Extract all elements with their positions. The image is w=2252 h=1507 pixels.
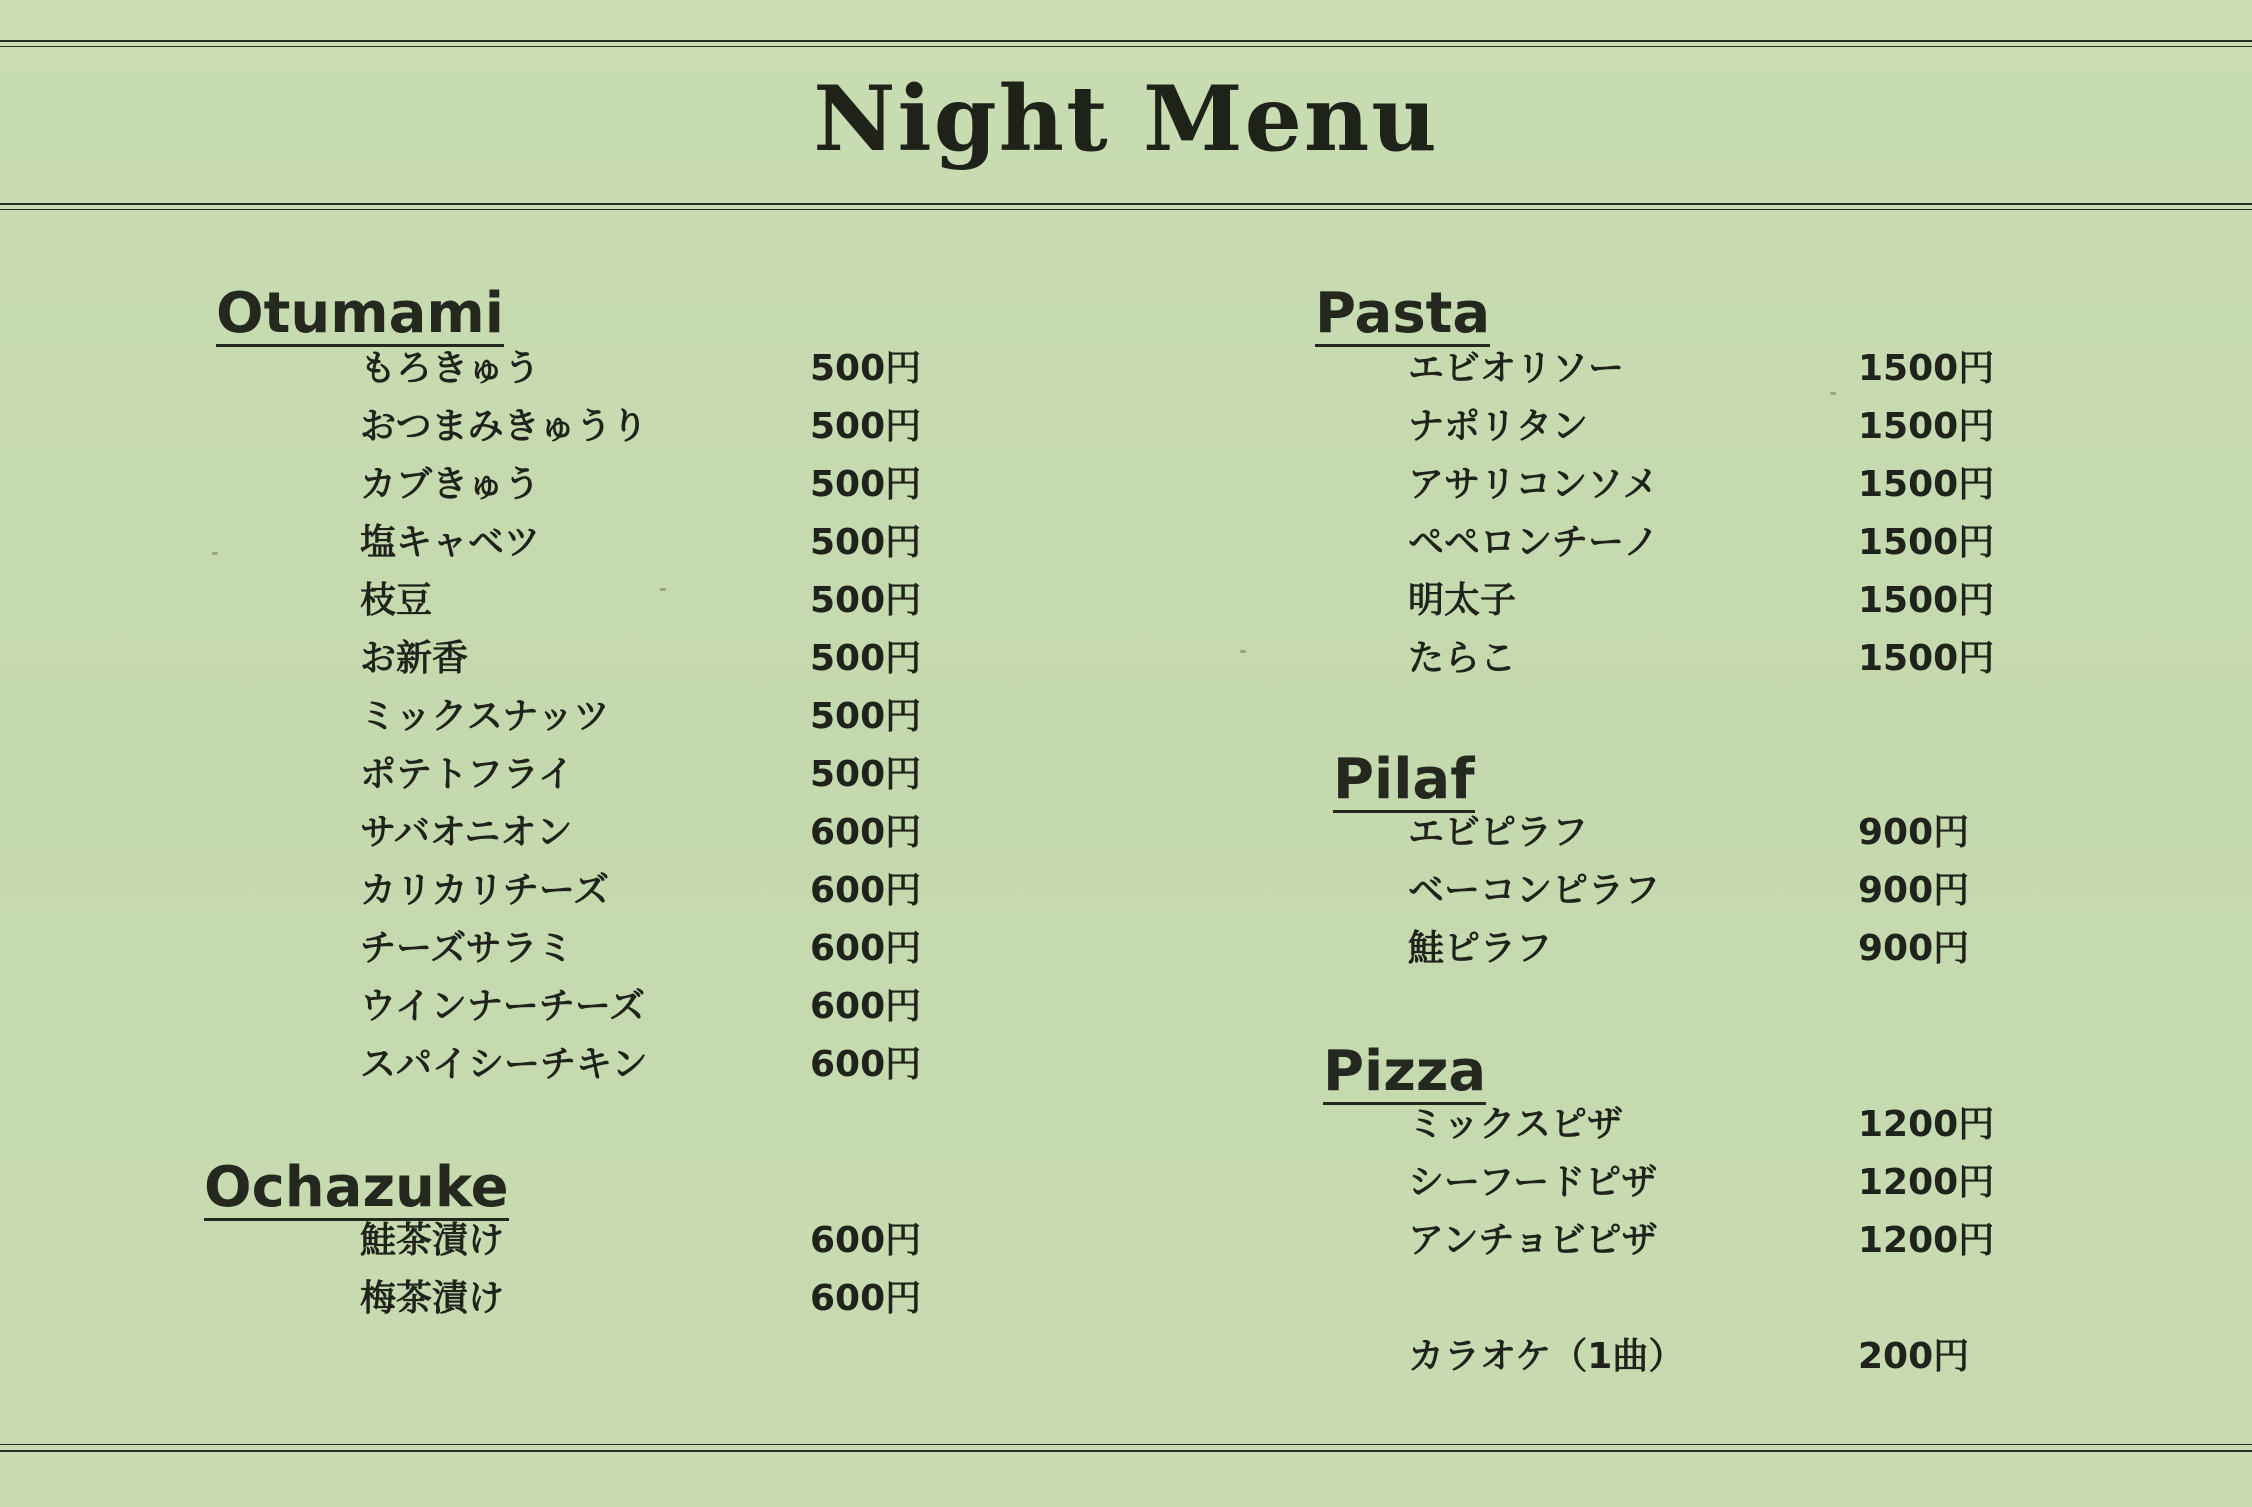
- item-name: ナポリタン: [1408, 406, 1589, 447]
- item-price: 600円: [810, 1220, 922, 1261]
- item-name: シーフードピザ: [1408, 1162, 1658, 1203]
- item-name: 枝豆: [360, 580, 433, 621]
- paper-speck: [1830, 392, 1836, 395]
- item-name: カブきゅう: [360, 464, 541, 505]
- top-rule: [0, 40, 2252, 42]
- item-name: お新香: [360, 638, 469, 679]
- item-price: 1500円: [1858, 580, 1995, 621]
- item-price: 600円: [810, 928, 922, 969]
- item-price: 500円: [810, 522, 922, 563]
- item-name: アンチョビピザ: [1408, 1220, 1658, 1261]
- item-name: ポテトフライ: [360, 754, 574, 795]
- section-heading-ochazuke: Ochazuke: [204, 1155, 509, 1220]
- item-name: アサリコンソメ: [1408, 464, 1659, 505]
- item-name: カリカリチーズ: [360, 870, 610, 911]
- item-price: 1200円: [1858, 1220, 1995, 1261]
- item-name: たらこ: [1408, 638, 1517, 679]
- section-heading-pasta: Pasta: [1315, 281, 1491, 346]
- item-price: 500円: [810, 754, 922, 795]
- item-name: 梅茶漬け: [360, 1278, 505, 1319]
- item-price: 600円: [810, 812, 922, 853]
- item-name: エビオリソー: [1408, 348, 1625, 389]
- item-name: ミックスナッツ: [360, 696, 610, 737]
- item-price: 600円: [810, 870, 922, 911]
- paper-speck: [1240, 650, 1246, 653]
- item-price: 600円: [810, 1278, 922, 1319]
- item-name: エビピラフ: [1408, 812, 1589, 853]
- item-price: 1500円: [1858, 464, 1995, 505]
- item-price: 500円: [810, 696, 922, 737]
- item-name: サバオニオン: [360, 812, 573, 853]
- item-price: 500円: [810, 464, 922, 505]
- item-name: スパイシーチキン: [360, 1044, 648, 1085]
- item-name: 鮭茶漬け: [360, 1220, 505, 1261]
- paper-speck: [660, 588, 666, 591]
- item-name: ウインナーチーズ: [360, 986, 646, 1027]
- title-rule-inner: [0, 209, 2252, 210]
- section-heading-otumami: Otumami: [216, 281, 504, 346]
- item-price: 500円: [810, 348, 922, 389]
- item-name: 塩キャベツ: [360, 522, 541, 563]
- item-name: ベーコンピラフ: [1408, 870, 1661, 911]
- item-price: 1500円: [1858, 406, 1995, 447]
- top-rule-inner: [0, 46, 2252, 47]
- item-price: 1200円: [1858, 1104, 1995, 1145]
- item-price: 1500円: [1858, 348, 1995, 389]
- item-name: 鮭ピラフ: [1408, 928, 1553, 969]
- paper-speck: [212, 552, 218, 555]
- item-price: 600円: [810, 1044, 922, 1085]
- item-price: 900円: [1858, 928, 1970, 969]
- item-price: 200円: [1858, 1336, 1970, 1377]
- item-name: 明太子: [1408, 580, 1517, 621]
- item-name: チーズサラミ: [360, 928, 574, 969]
- item-price: 500円: [810, 638, 922, 679]
- item-name: おつまみきゅうり: [360, 406, 648, 447]
- item-name: ペペロンチーノ: [1408, 522, 1660, 563]
- item-name: ミックスピザ: [1408, 1104, 1623, 1145]
- item-name: カラオケ（1曲）: [1408, 1336, 1685, 1377]
- item-price: 500円: [810, 580, 922, 621]
- item-price: 1500円: [1858, 522, 1995, 563]
- section-heading-pilaf: Pilaf: [1333, 747, 1475, 812]
- bottom-rule: [0, 1450, 2252, 1452]
- menu-title: Night Menu: [813, 66, 1439, 172]
- item-price: 900円: [1858, 870, 1970, 911]
- section-heading-pizza: Pizza: [1323, 1039, 1487, 1104]
- item-price: 500円: [810, 406, 922, 447]
- item-price: 900円: [1858, 812, 1970, 853]
- item-name: もろきゅう: [360, 348, 541, 389]
- bottom-rule-inner: [0, 1444, 2252, 1445]
- item-price: 1200円: [1858, 1162, 1995, 1203]
- item-price: 1500円: [1858, 638, 1995, 679]
- item-price: 600円: [810, 986, 922, 1027]
- title-rule: [0, 203, 2252, 205]
